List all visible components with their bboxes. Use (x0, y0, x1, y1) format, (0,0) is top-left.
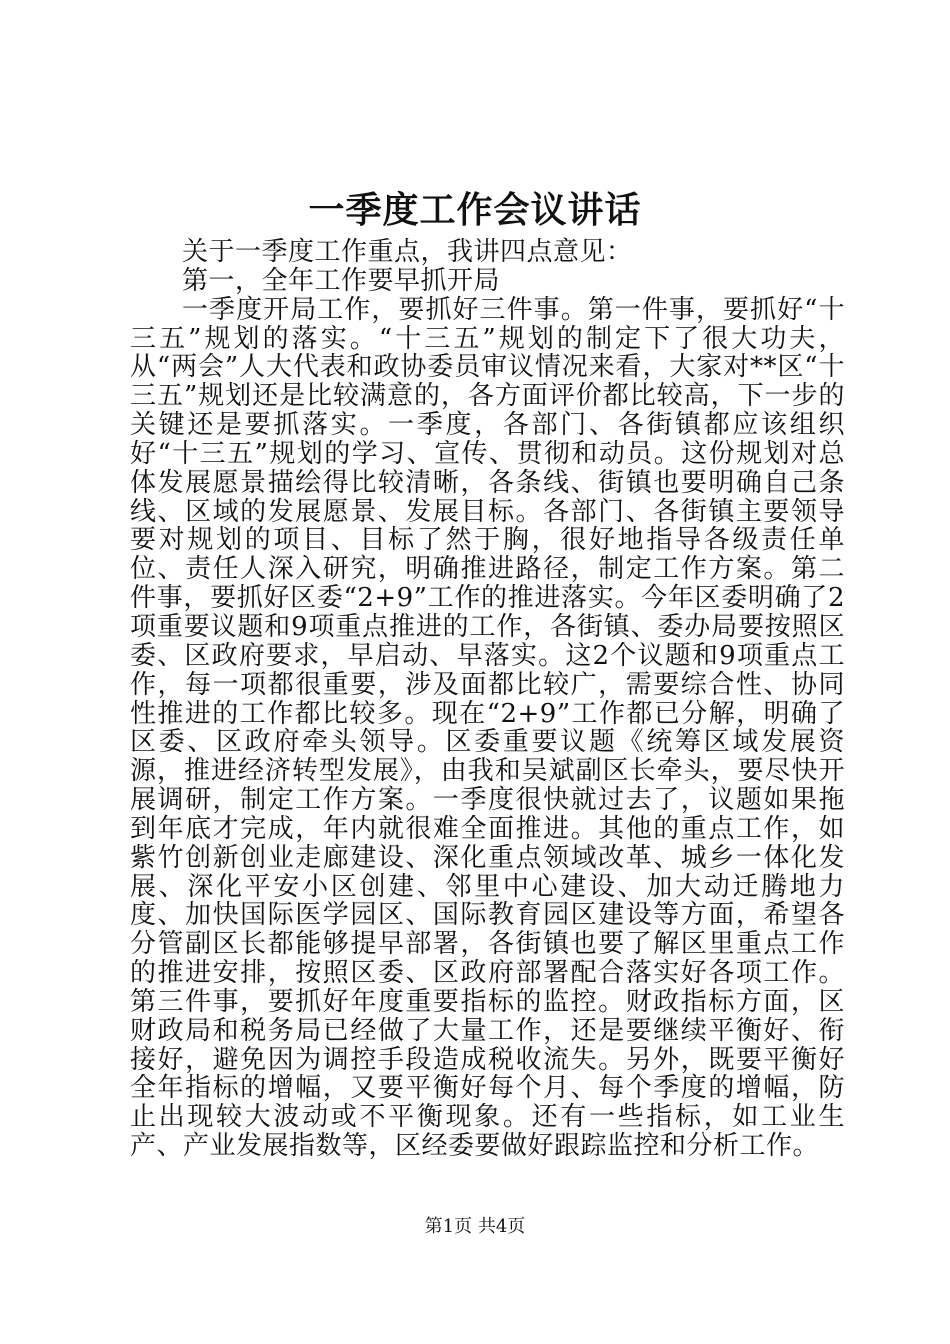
page-footer: 第1页 共4页 (424, 1216, 526, 1237)
document-body (130, 238, 845, 1161)
document-title: 一季度工作会议讲话 (308, 189, 642, 231)
paragraph-main: 一季度开局工作，要抓好三件事。第一件事，要抓好“十三五”规划的落实。“十三五”规划的制定下了很大功夫，从“两会”人大代表和政协委员审议情况来看，大家对**区“十三五”规划还是比较满意的，各方面评价都比较高，下一步的关键还是要抓落实。一季度，各部门、各街镇都应该组织好“十三五”规划的学习、宣传、贯彻和动员。这份规划对总体发展愿景描绘得比较清晰，各条线、街镇也要明确自己条线、区域的发展愿景、发展目标。各部门、各街镇主要领导要对规划的项目、目标了然于胸，很好地指导各级责任单位、责任人深入研究，明确推进路径，制定工作方案。第二件事，要抓好区委“2+9”工作的推进落实。今年区委明确了2项重要议题和9项重点推进的工作，各街镇、委办局要按照区委、区政府要求，早启动、早落实。这2个议题和9项重点工作，每一项都很重要，涉及面都比较广，需要综合性、协同性推进的工作都比较多。现在“2+9”工作都已分解，明确了区委、区政府牵头领导。区委重要议题《统筹区域发展资源，推进经济转型发展》，由我和吴斌副区长牵头，要尽快开展调研，制定工作方案。一季度很快就过去了，议题如果拖到年底才完成，年内就很难全面推进。其他的重点工作，如紫竹创新创业走廊建设、深化重点领域改革、城乡一体化发展、深化平安小区创建、邻里中心建设、加大动迁腾地力度、加快国际医学园区、国际教育园区建设等方面，希望各分管副区长都能够提早部署，各街镇也要了解区里重点工作的推进安排，按照区委、区政府部署配合落实好各项工作。第三件事，要抓好年度重要指标的监控。财政指标方面，区财政局和税务局已经做了大量工作，还是要继续平衡好、衔接好，避免因为调控手段造成税收流失。另外，既要平衡好全年指标的增幅，又要平衡好每个月、每个季度的增幅，防止出现较大波动或不平衡现象。还有一些指标，如工业生产、产业发展指数等，区经委要做好跟踪监控和分析工作。 (130, 294, 845, 1162)
paragraph-heading-first: 第一，全年工作要早抓开局 (182, 265, 501, 296)
paragraph-intro: 关于一季度工作重点，我讲四点意见： (182, 237, 633, 267)
